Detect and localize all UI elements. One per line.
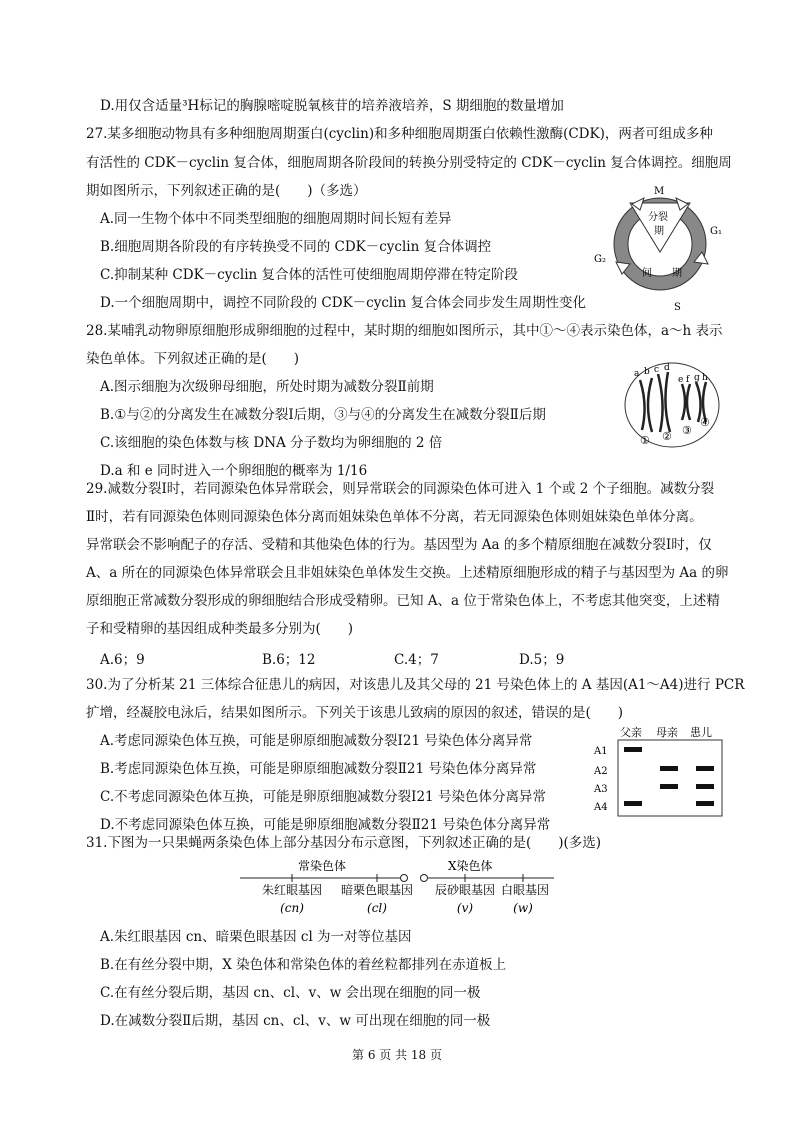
label-division-2: 期 bbox=[654, 226, 664, 237]
band-father-a4 bbox=[624, 801, 642, 806]
label-interphase-2: 期 bbox=[672, 268, 682, 279]
q27-option-a: A.同一生物个体中不同类型细胞的细胞周期时间长短有差异 bbox=[100, 211, 452, 227]
q28-stem-1: 28.某哺乳动物卵原细胞形成卵细胞的过程中，某时期的细胞如图所示，其中①～④表示染色体，a～h 表示 bbox=[86, 323, 723, 339]
gel-electrophoresis-figure bbox=[592, 722, 728, 818]
q30-option-c: C.不考虑同源染色体互换，可能是卵原细胞减数分裂Ⅰ21 号染色体分离异常 bbox=[100, 789, 546, 805]
q29-stem-6: 子和受精卵的基因组成种类最多分别为( ) bbox=[86, 621, 354, 637]
band-child-a3 bbox=[696, 784, 714, 789]
col-child: 患儿 bbox=[690, 726, 712, 739]
cell-cycle-figure bbox=[592, 182, 732, 312]
chromosome-1: ① bbox=[640, 434, 650, 447]
q28-option-d: D.a 和 e 同时进入一个卵细胞的概率为 1/16 bbox=[100, 463, 368, 479]
label-m: M bbox=[654, 186, 665, 197]
col-father: 父亲 bbox=[620, 726, 642, 739]
gene-v-label: 辰砂眼基因 bbox=[434, 883, 496, 897]
q26-option-d: D.用仅含适量³H标记的胸腺嘧啶脱氧核苷的培养液培养，S 期细胞的数量增加 bbox=[100, 98, 564, 114]
q27-option-d: D.一个细胞周期中，调控不同阶段的 CDK－cyclin 复合体会同步发生周期性变化 bbox=[100, 295, 587, 311]
chromatid-f: f bbox=[686, 375, 690, 385]
band-father-a1 bbox=[624, 747, 642, 752]
autosome-label: 常染色体 bbox=[298, 859, 347, 873]
q29-option-d: D.5；9 bbox=[519, 652, 565, 668]
q30-stem-1: 30.为了分析某 21 三体综合征患儿的病因，对该患儿及其父母的 21 号染色体上的 A 基因(A1～A4)进行 PCR bbox=[86, 677, 745, 693]
label-division: 分裂 bbox=[648, 212, 668, 223]
gene-cn-label: 朱红眼基因 bbox=[261, 883, 323, 897]
q31-option-a: A.朱红眼基因 cn、暗栗色眼基因 cl 为一对等位基因 bbox=[100, 929, 412, 945]
label-g1: G₁ bbox=[710, 226, 722, 237]
chromatid-e: e bbox=[678, 375, 684, 385]
band-child-a2 bbox=[696, 766, 714, 771]
q27-option-c: C.抑制某种 CDK－cyclin 复合体的活性可使细胞周期停滞在特定阶段 bbox=[100, 267, 519, 283]
q31-option-d: D.在减数分裂Ⅱ后期，基因 cn、cl、v、w 可出现在细胞的同一极 bbox=[100, 1013, 491, 1029]
chromosome-3: ③ bbox=[682, 424, 692, 437]
q28-option-c: C.该细胞的染色体数与核 DNA 分子数均为卵细胞的 2 倍 bbox=[100, 435, 443, 451]
row-a1: A1 bbox=[594, 746, 608, 757]
q31-option-b: B.在有丝分裂中期，X 染色体和常染色体的着丝粒都排列在赤道板上 bbox=[100, 957, 507, 973]
band-mother-a3 bbox=[660, 784, 678, 789]
q31-option-c: C.在有丝分裂后期，基因 cn、cl、v、w 会出现在细胞的同一极 bbox=[100, 985, 481, 1001]
chromosome-2: ② bbox=[662, 430, 672, 443]
chromatid-h: h bbox=[702, 373, 708, 383]
x-chromosome-label: X染色体 bbox=[448, 859, 493, 873]
row-a3: A3 bbox=[594, 784, 608, 795]
q29-option-c: C.4；7 bbox=[394, 652, 439, 668]
chromatid-b: b bbox=[644, 367, 650, 377]
q28-option-a: A.图示细胞为次级卵母细胞，所处时期为减数分裂Ⅱ前期 bbox=[100, 379, 434, 395]
gene-v-symbol: (v) bbox=[456, 901, 474, 915]
gene-map-figure bbox=[232, 856, 562, 920]
page-footer: 第 6 页 共 18 页 bbox=[352, 1048, 442, 1062]
gene-cn-symbol: (cn) bbox=[280, 901, 304, 915]
label-s: S bbox=[674, 302, 681, 312]
q29-option-a: A.6；9 bbox=[100, 652, 145, 668]
chromatid-d: d bbox=[664, 363, 670, 373]
row-a4: A4 bbox=[594, 802, 608, 813]
band-mother-a2 bbox=[660, 766, 678, 771]
q29-stem-3: 异常联会不影响配子的存活、受精和其他染色体的行为。基因型为 Aa 的多个精原细胞在减数分裂Ⅰ时，仅 bbox=[86, 537, 712, 553]
q27-stem-1: 27.某多细胞动物具有多种细胞周期蛋白(cyclin)和多种细胞周期蛋白依赖性激酶(CDK)，两者可组成多种 bbox=[86, 126, 713, 142]
label-interphase: 间 bbox=[642, 268, 652, 279]
chromatid-g: g bbox=[694, 373, 700, 383]
gene-w-symbol: (w) bbox=[513, 901, 533, 915]
q28-stem-2: 染色单体。下列叙述正确的是( ) bbox=[86, 351, 300, 367]
q27-option-b: B.细胞周期各阶段的有序转换受不同的 CDK－cyclin 复合体调控 bbox=[100, 239, 492, 255]
q31-stem: 31.下图为一只果蝇两条染色体上部分基因分布示意图，下列叙述正确的是( )(多选) bbox=[86, 835, 602, 851]
q30-option-b: B.考虑同源染色体互换，可能是卵原细胞减数分裂Ⅱ21 号染色体分离异常 bbox=[100, 761, 537, 777]
q29-stem-1: 29.减数分裂Ⅰ时，若同源染色体异常联会，则异常联会的同源染色体可进入 1 个或 2 个子细胞。减数分裂 bbox=[86, 481, 715, 497]
q29-stem-5: 原细胞正常减数分裂形成的卵细胞结合形成受精卵。已知 A、a 位于常染色体上，不考虑其他突变，上述精 bbox=[86, 593, 720, 609]
row-a2: A2 bbox=[594, 766, 608, 777]
q30-option-d: D.不考虑同源染色体互换，可能是卵原细胞减数分裂Ⅱ21 号染色体分离异常 bbox=[100, 817, 551, 833]
q28-option-b: B.①与②的分离发生在减数分裂Ⅰ后期，③与④的分离发生在减数分裂Ⅱ后期 bbox=[100, 407, 546, 423]
q30-stem-2: 扩增，经凝胶电泳后，结果如图所示。下列关于该患儿致病的原因的叙述，错误的是( ) bbox=[86, 705, 624, 721]
q29-option-b: B.6；12 bbox=[262, 652, 316, 668]
chromatid-a: a bbox=[634, 369, 640, 379]
label-g2: G₂ bbox=[594, 254, 606, 265]
col-mother: 母亲 bbox=[656, 726, 678, 739]
chromatid-c: c bbox=[654, 365, 660, 375]
band-child-a4 bbox=[696, 801, 714, 806]
q29-stem-2: Ⅱ时，若有同源染色体则同源染色体分离而姐妹染色单体不分离，若无同源染色体则姐妹染色单体分离。 bbox=[86, 509, 703, 525]
q27-stem-3: 期如图所示，下列叙述正确的是( )（多选） bbox=[86, 183, 367, 199]
chromosome-4: ④ bbox=[700, 416, 710, 429]
gene-w-label: 白眼基因 bbox=[500, 883, 550, 897]
q29-stem-4: A、a 所在的同源染色体异常联会且非姐妹染色单体发生交换。上述精原细胞形成的精子与基因型为 Aa 的卵 bbox=[86, 565, 729, 581]
meiosis-cell-figure bbox=[622, 360, 722, 450]
q27-stem-2: 有活性的 CDK－cyclin 复合体，细胞周期各阶段间的转换分别受特定的 CDK－cyclin 复合体调控。细胞周 bbox=[86, 155, 732, 171]
q30-option-a: A.考虑同源染色体互换，可能是卵原细胞减数分裂Ⅰ21 号染色体分离异常 bbox=[100, 733, 533, 749]
gene-cl-label: 暗栗色眼基因 bbox=[340, 883, 414, 897]
gene-cl-symbol: (cl) bbox=[367, 901, 387, 915]
